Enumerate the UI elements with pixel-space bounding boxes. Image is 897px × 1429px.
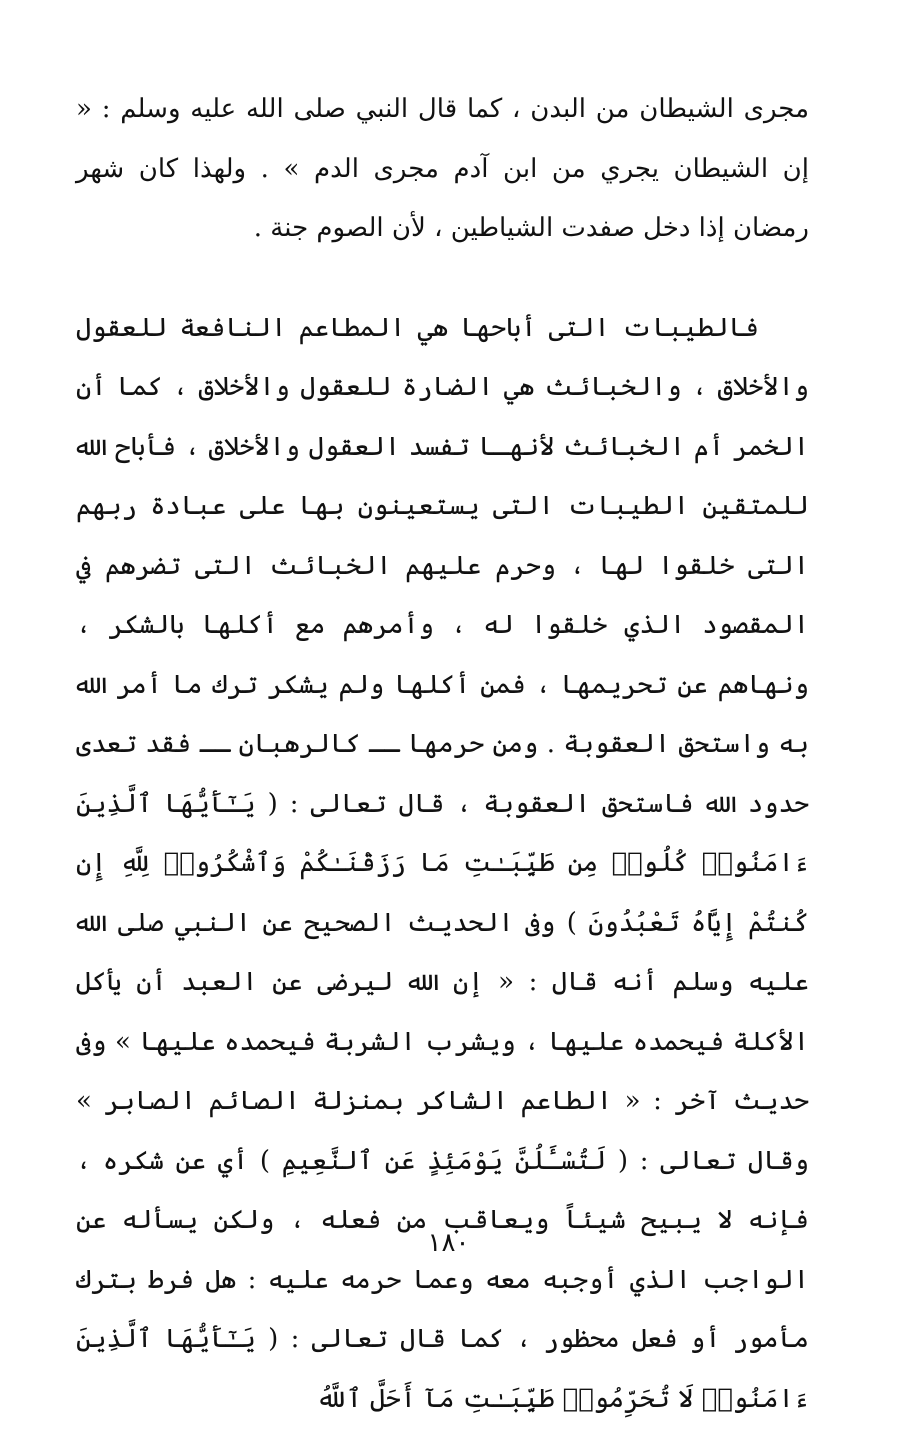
- paragraph-1: مجرى الشيطان من البدن ، كما قال النبي صلى الله عليه وسلم : « إن الشيطان يجري من ابن آدم مجرى الدم » . ولهذا كان شهر رمضان إذا دخل صفدت الشياطين ، لأن الصوم جنة .: [76, 80, 809, 259]
- paragraph-2: [76, 299, 809, 1429]
- paragraph-2-text: فالطيبات التى أباحها هي المطاعم النافعة للعقول والأخلاق ، والخبائث هي الضارة للعقول والأخلاق ، كما أن الخمر أم الخبائث لأنهـا تفسد العقول والأخلاق ، فأباح الله للمتقين الطيبات التى يستعينون بها على عبادة ربهم التى خلقوا لها ، وحرم عليهم الخبائث التى تضرهم في المقصود الذي خلقوا له ، وأمرهم مع أكلها بالشكر ، ونهاهم عن تحريمها ، فمن أكلها ولم يشكر ترك ما أمر الله به واستحق العقوبة . ومن حرمها ــ كالرهبان ــ فقد تعدى حدود الله فاستحق العقوبة ، قال تعالى : ( يَـٰٓأَيُّهَا ٱلَّذِينَ ءَامَنُوا۟ كُلُوا۟ مِن طَيِّبَـٰتِ مَا رَزَقْنَـٰكُمْ وَٱشْكُرُوا۟ لِلَّهِ إِن كُنتُمْ إِيَّاهُ تَعْبُدُونَ ) وفى الحديث الصحيح عن النبي صلى الله عليه وسلم أنه قال : « إن الله ليرضى عن العبد أن يأكل الأكلة فيحمده عليها ، ويشرب الشربة فيحمده عليها » وفى حديث آخر : « الطاعم الشاكر بمنزلة الصائم الصابر » وقال تعالى : ( لَتُسْـَٔلُنَّ يَوْمَئِذٍ عَنِ ٱلنَّعِيمِ ) أي عن شكره ، فإنه لا يبيح شيئاً ويعاقب من فعله ، ولكن يسأله عن الواجب الذي أوجبه معه وعما حرمه عليه : هل فرط بترك مأمور أو فعل محظور ، كما قال تعالى : ( يَـٰٓأَيُّهَا ٱلَّذِينَ ءَامَنُوا۟ لَا تُحَرِّمُوا۟ طَيِّبَـٰتِ مَآ أَحَلَّ ٱللَّهُ: [76, 313, 809, 1414]
- page-number: ١٨٠: [0, 1228, 897, 1258]
